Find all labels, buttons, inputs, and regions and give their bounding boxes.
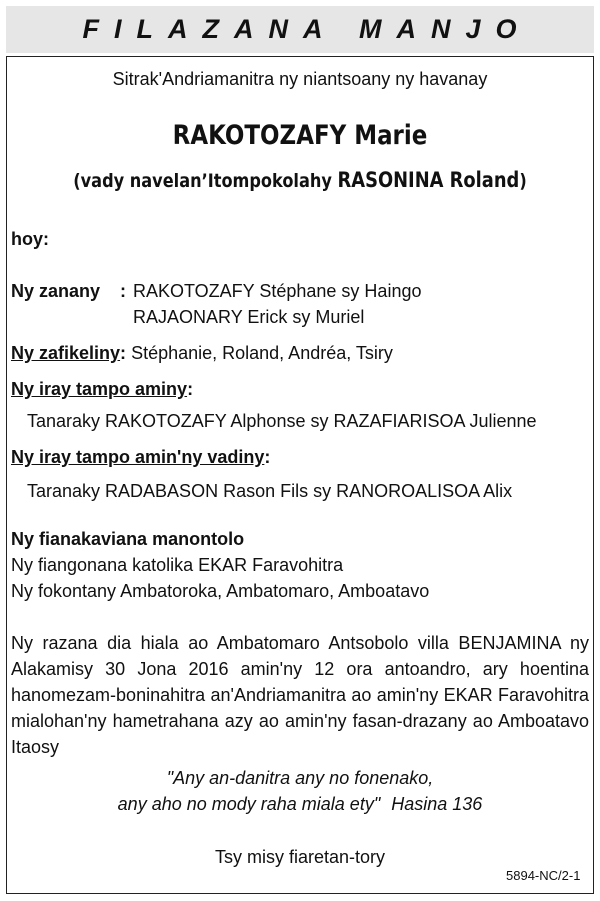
hoy-label: hoy: — [11, 229, 49, 249]
intro-line: Sitrak'Andriamanitra ny niantsoany ny havanay — [112, 69, 488, 89]
spouse-name: RASONINA Roland — [337, 168, 520, 192]
quote-line-2 — [0, 793, 600, 815]
announcement-paragraph: Ny razana dia hiala ao Ambatomaro Antsobolo villa BENJAMINA ny Alakamisy 30 Jona 2016 amin'ny 12 ora antoandro, ary hoentina hanomezam-boninahitra an'Andriamanitra ao amin'ny EKAR Faravohitra mialohan'ny hametrahana azy ao amin'ny fasan-drazany ao Amboatavo Itaosy — [11, 633, 589, 757]
spouse-siblings-value: Taranaky RADABASON Rason Fils sy RANOROALISOA Alix — [27, 481, 513, 501]
header-banner — [6, 6, 594, 53]
spouse-siblings-colon: : — [264, 447, 271, 467]
children-label: Ny zanany — [11, 281, 101, 301]
spouse-prefix: (vady navelan’Itompokolahy — [73, 170, 332, 192]
quote-line-1: "Any an-danitra any no fonenako, — [166, 768, 434, 788]
deceased-name: RAKOTOZAFY Marie — [172, 120, 428, 151]
spouse-suffix: ) — [519, 170, 527, 192]
siblings-label: Ny iray tampo aminy — [11, 379, 188, 399]
spouse-siblings-label: Ny iray tampo amin'ny vadiny — [11, 447, 265, 467]
children-line-2: RAJAONARY Erick sy Muriel — [133, 307, 365, 327]
children-line-1: RAKOTOZAFY Stéphane sy Haingo — [133, 281, 422, 301]
families-line-2: Ny fokontany Ambatoroka, Ambatomaro, Amboatavo — [11, 581, 430, 601]
spouse-line — [45, 167, 555, 194]
families-heading: Ny fianakaviana manontolo — [11, 529, 245, 549]
grandchildren-value: Stéphanie, Roland, Andréa, Tsiry — [131, 343, 393, 363]
closing-line: Tsy misy fiaretan-tory — [214, 847, 386, 867]
notice-title: FILAZANA MANJO — [82, 14, 532, 44]
quote-source: Hasina 136 — [391, 794, 483, 814]
grandchildren-row — [11, 342, 393, 364]
children-colon: : — [120, 281, 126, 301]
grandchildren-label: Ny zafikeliny — [11, 343, 121, 363]
families-line-1: Ny fiangonana katolika EKAR Faravohitra — [11, 555, 344, 575]
siblings-value: Tanaraky RAKOTOZAFY Alphonse sy RAZAFIARISOA Julienne — [27, 411, 537, 431]
quote-text: any aho no mody raha miala ety" — [117, 794, 381, 814]
siblings-colon: : — [187, 379, 194, 399]
spouse-siblings-heading — [11, 446, 270, 468]
siblings-heading — [11, 378, 193, 400]
grandchildren-colon: : — [120, 343, 127, 363]
reference-code: 5894-NC/2-1 — [506, 868, 581, 883]
